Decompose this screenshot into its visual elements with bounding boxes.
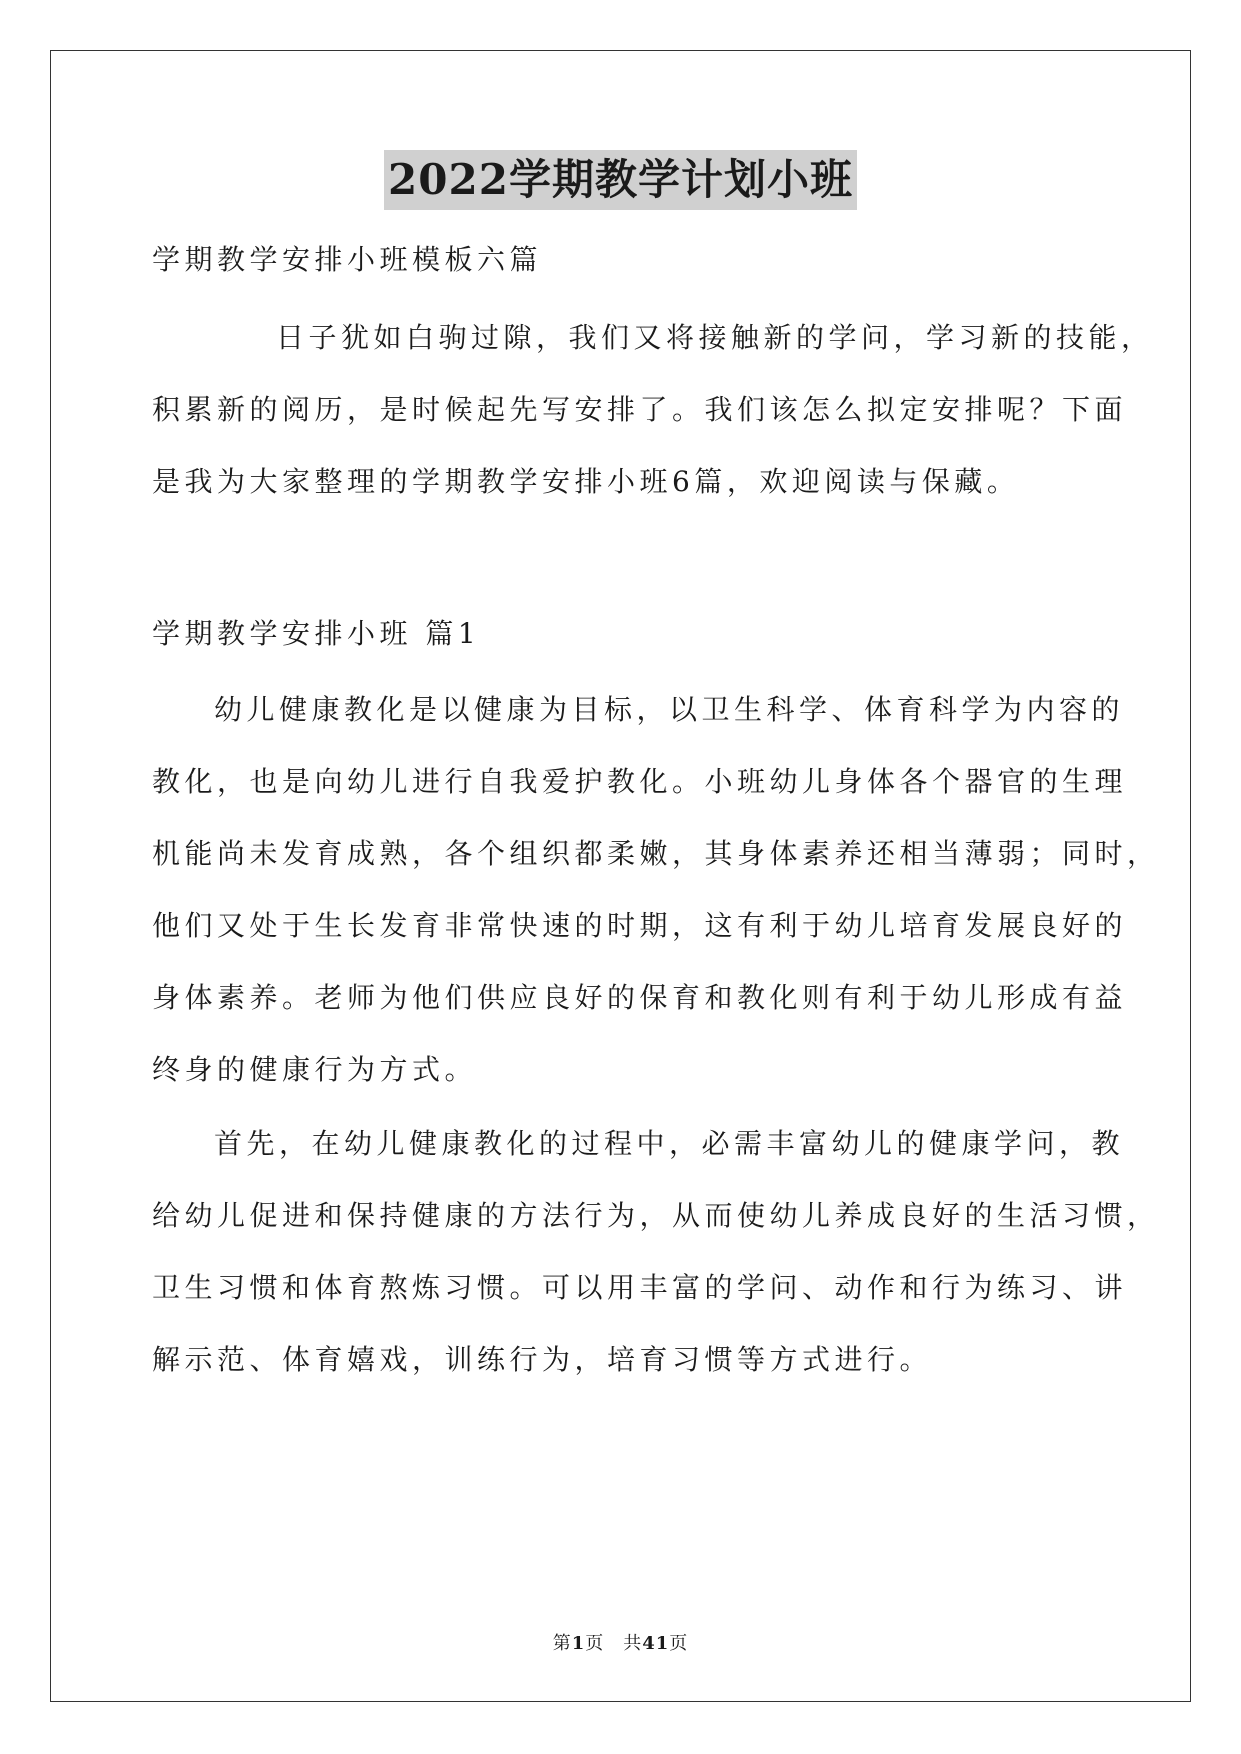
title-container [0,150,1241,210]
footer-prefix: 第 [552,1633,572,1654]
paragraph-line: 解示范、体育嬉戏，训练行为，培育习惯等方式进行。 [152,1343,933,1376]
footer-suffix: 页 [669,1633,689,1654]
paragraph-line: 积累新的阅历，是时候起先写安排了。我们该怎么拟定安排呢？下面 [152,393,1128,426]
paragraph-line: 幼儿健康教化是以健康为目标，以卫生科学、体育科学为内容的 [214,693,1125,726]
paragraph-line: 给幼儿促进和保持健康的方法行为，从而使幼儿养成良好的生活习惯， [152,1199,1160,1232]
paragraph-line: 首先，在幼儿健康教化的过程中，必需丰富幼儿的健康学问，教 [214,1127,1125,1160]
paragraph-line: 他们又处于生长发育非常快速的时期，这有利于幼儿培育发展良好的 [152,909,1128,942]
footer-total-pages: 41 [642,1633,670,1654]
page-footer [0,1632,1241,1656]
paragraph-line: 卫生习惯和体育熬炼习惯。可以用丰富的学问、动作和行为练习、讲 [152,1271,1128,1304]
paragraph-line: 身体素养。老师为他们供应良好的保育和教化则有利于幼儿形成有益 [152,981,1128,1014]
footer-page-number: 1 [571,1633,586,1654]
page-border [50,50,1191,1702]
document-title: 2022学期教学计划小班 [384,150,857,210]
paragraph-line: 日子犹如白驹过隙，我们又将接触新的学问，学习新的技能， [276,321,1154,354]
subtitle-line: 学期教学安排小班模板六篇 [152,243,543,276]
footer-middle: 页 共 [585,1633,643,1654]
paragraph-line: 终身的健康行为方式。 [152,1053,478,1086]
section-heading: 学期教学安排小班 篇1 [152,617,481,650]
paragraph-line: 机能尚未发育成熟，各个组织都柔嫩，其身体素养还相当薄弱；同时， [152,837,1160,870]
paragraph-line: 教化，也是向幼儿进行自我爱护教化。小班幼儿身体各个器官的生理 [152,765,1128,798]
paragraph-line: 是我为大家整理的学期教学安排小班6篇，欢迎阅读与保藏。 [152,465,1020,498]
